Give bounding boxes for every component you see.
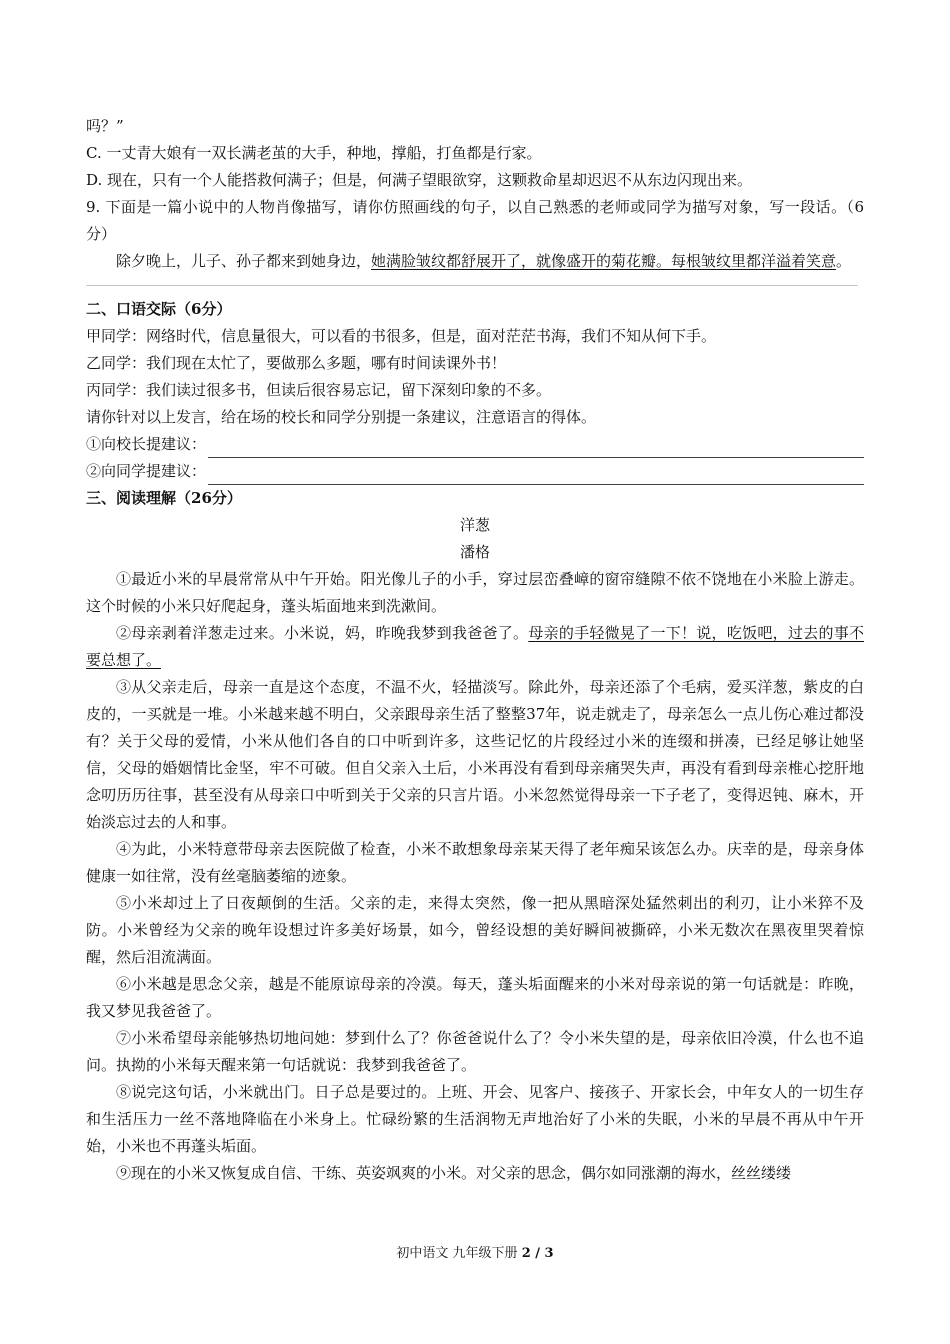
question9-prompt: 9. 下面是一篇小说中的人物肖像描写，请你仿照画线的句子，以自己熟悉的老师或同学为描写对象，写一段话。（6分）: [86, 198, 864, 243]
question8-option-c: C. 一丈青大娘有一双长满老茧的大手，种地，撑船，打鱼都是行家。: [86, 144, 542, 162]
section2-heading: 二、口语交际（6分）: [86, 300, 232, 318]
article-paragraph-9: ⑨现在的小米又恢复成自信、干练、英姿飒爽的小米。对父亲的思念，偶尔如同涨潮的海水，丝丝缕缕: [116, 1164, 792, 1182]
student-yi-statement: 乙同学：我们现在太忙了，要做那么多题，哪有时间读课外书！: [86, 354, 507, 372]
question8-continuation: 吗？”: [86, 117, 124, 135]
article-paragraph-7: ⑦小米希望母亲能够热切地问她：梦到什么了？你爸爸说什么了？令小米失望的是，母亲依旧冷漠，什么也不追问。执拗的小米每天醒来第一句话就说：我梦到我爸爸了。: [86, 1029, 864, 1074]
article-paragraph-1: ①最近小米的早晨常常从中午开始。阳光像儿子的小手，穿过层峦叠嶂的窗帘缝隙不依不饶地在小米脸上游走。这个时候的小米只好爬起身，蓬头垢面地来到洗漱间。: [86, 570, 864, 615]
classmates-suggestion-row: [86, 458, 864, 485]
paragraph-2-underlined: 母亲的手轻微晃了一下！说，吃饭吧，过去的事不要总想了。: [86, 624, 864, 669]
article-paragraph-5: ⑤小米却过上了日夜颠倒的生活。父亲的走，来得太突然，像一把从黑暗深处猛然刺出的利刃，让小米猝不及防。小米曾经为父亲的晚年设想过许多美好场景，如今，曾经设想的美好瞬间被撕碎，小米无数次在黑夜里哭着惊醒，然后泪流满面。: [86, 894, 864, 966]
article-paragraph-2: [86, 620, 864, 674]
footer-subject: 初中语文 九年级下册: [396, 1246, 518, 1261]
question9-example-underlined: 她满脸皱纹都舒展开了，就像盛开的菊花瓣。每根皱纹里都洋溢着笑意: [371, 252, 837, 270]
article-paragraph-3: ③从父亲走后，母亲一直是这个态度，不温不火，轻描淡写。除此外，母亲还添了个毛病，爱买洋葱，紫皮的白皮的，一买就是一堆。小米越来越不明白，父亲跟母亲生活了整整37年，说走就走了，母亲怎么一点儿伤心难过都没有？关于父母的爱情，小米从他们各自的口中听到许多，这些记忆的片段经过小米的连缀和拼凑，已经足够让她坚信，父母的婚姻情比金坚，牢不可破。但自父亲入土后，小米再没有看到母亲痛哭失声，再没有看到母亲椎心挖肝地念叨历历往事，甚至没有从母亲口中听到关于父亲的只言片语。小米忽然觉得母亲一下子老了，变得迟钝、麻木，开始淡忘过去的人和事。: [86, 678, 864, 831]
page-footer: [0, 1242, 950, 1261]
student-jia-statement: 甲同学：网络时代，信息量很大，可以看的书很多，但是，面对茫茫书海，我们不知从何下手。: [86, 327, 717, 345]
student-bing-statement: 丙同学：我们读过很多书，但读后很容易忘记，留下深刻印象的不多。: [86, 381, 552, 399]
article-title: 洋葱: [459, 516, 490, 534]
article-paragraph-8: ⑧说完这句话，小米就出门。日子总是要过的。上班、开会、见客户、接孩子、开家长会，中年女人的一切生存和生活压力一丝不落地降临在小米身上。忙碌纷繁的生活润物无声地治好了小米的失眠，小米的早晨不再从中午开始，小米也不再蓬头垢面。: [86, 1083, 864, 1155]
exam-page: [86, 113, 864, 1187]
classmates-suggestion-blank[interactable]: [208, 464, 864, 485]
principal-suggestion-label: ①向校长提建议：: [86, 435, 207, 453]
section2-instruction: 请你针对以上发言，给在场的校长和同学分别提一条建议，注意语言的得体。: [86, 408, 597, 426]
answer-divider: [86, 285, 858, 286]
question9-example-end: 。: [836, 252, 852, 270]
article-author: 潘格: [459, 543, 490, 561]
principal-suggestion-row: [86, 431, 864, 458]
paragraph-2-plain: ②母亲剥着洋葱走过来。小米说，妈，昨晚我梦到我爸爸了。: [116, 624, 529, 642]
question8-option-d: D. 现在，只有一个人能搭救何满子；但是，何满子望眼欲穿，这颗救命星却迟迟不从东边闪现出来。: [86, 171, 753, 189]
article-paragraph-4: ④为此，小米特意带母亲去医院做了检查，小米不敢想象母亲某天得了老年痴呆该怎么办。庆幸的是，母亲身体健康一如往常，没有丝毫脑萎缩的迹象。: [86, 840, 864, 885]
footer-page-number: 2 / 3: [521, 1246, 554, 1261]
principal-suggestion-blank[interactable]: [208, 437, 864, 458]
classmates-suggestion-label: ②向同学提建议：: [86, 462, 207, 480]
section3-heading: 三、阅读理解（26分）: [86, 489, 242, 507]
article-paragraph-6: ⑥小米越是思念父亲，越是不能原谅母亲的冷漠。每天，蓬头垢面醒来的小米对母亲说的第一句话就是：昨晚，我又梦见我爸爸了。: [86, 975, 864, 1020]
question9-example-plain: 除夕晚上，儿子、孙子都来到她身边，: [116, 252, 372, 270]
question9-example: [86, 248, 864, 275]
